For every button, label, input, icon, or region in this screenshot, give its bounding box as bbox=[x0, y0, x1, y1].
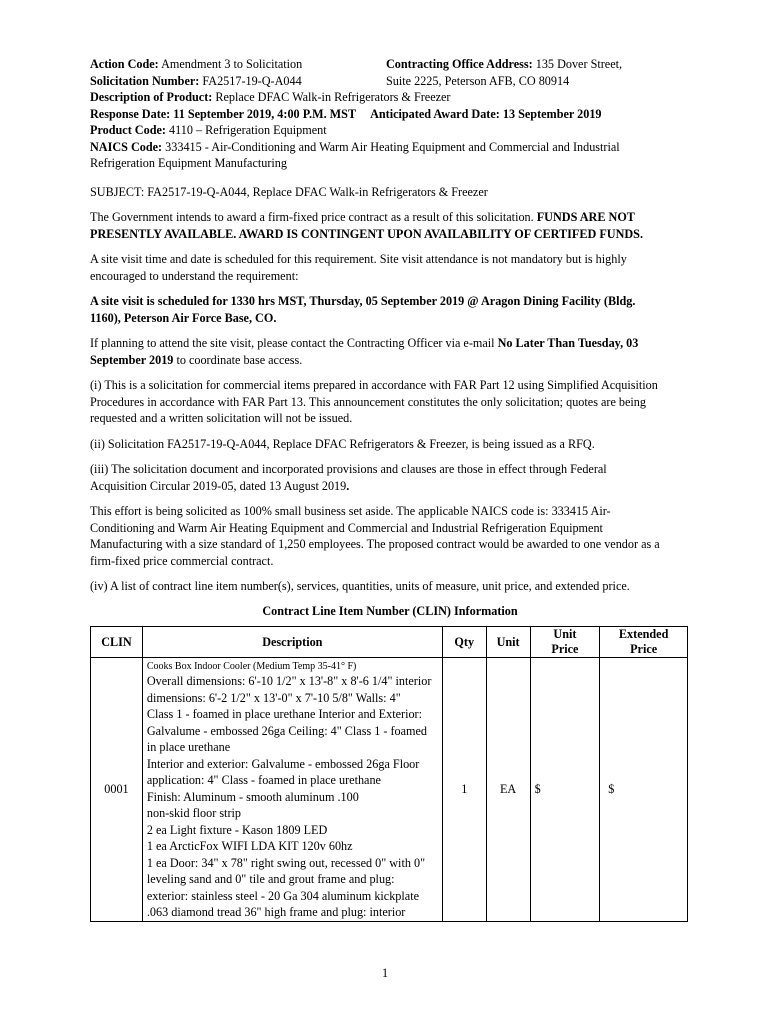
subject-line: SUBJECT: FA2517-19-Q-A044, Replace DFAC Walk-in Refrigerators & Freezer bbox=[90, 184, 488, 199]
description-line: Finish: Aluminum - smooth aluminum .100 bbox=[146, 789, 359, 804]
description-line: exterior: stainless steel - 20 Ga 304 aluminum kickplate bbox=[146, 888, 419, 903]
item-i-paragraph bbox=[90, 377, 690, 427]
table-row bbox=[91, 658, 688, 922]
description-line: 1 ea Door: 34" x 78" right swing out, recessed 0" with 0" bbox=[146, 855, 426, 870]
office-label: Contracting Office Address: bbox=[386, 57, 533, 71]
naics-label: NAICS Code: bbox=[90, 139, 163, 154]
item-i-line-2: Procedures in accordance with FAR Part 13. This announcement constitutes the only solicitation; quotes are being bbox=[90, 394, 646, 409]
solicitation-value: FA2517-19-Q-A044 bbox=[199, 73, 302, 88]
effort-line-1: This effort is being solicited as 100% small business set aside. The applicable NAICS code is: 333415 Air- bbox=[90, 504, 611, 518]
item-iv-paragraph: (iv) A list of contract line item number(s), services, quantities, units of measure, unit price, and extended price. bbox=[90, 579, 630, 593]
description-line: Interior and exterior: Galvalume - embossed 26ga Floor bbox=[146, 756, 420, 771]
solicitation-label: Solicitation Number: bbox=[90, 73, 200, 88]
contact-deadline: No Later Than Tuesday, 03 bbox=[497, 336, 639, 350]
item-i-line-1: (i) This is a solicitation for commercial items prepared in accordance with FAR Part 12 using Simplified Acquisition bbox=[90, 378, 658, 392]
unit-price-header: Unit Price bbox=[530, 627, 600, 658]
effort-line-2: Conditioning and Warm Air Heating Equipment and Commercial and Industrial Refrigeration Equipment bbox=[90, 520, 603, 535]
intent-text: The Government intends to award a firm-fixed price contract as a result of this solicitation. bbox=[90, 210, 537, 224]
product-code-label: Product Code: bbox=[90, 123, 166, 137]
clin-header: CLIN bbox=[91, 627, 143, 658]
description-line: 1 ea ArcticFox WIFI LDA KIT 120v 60hz bbox=[146, 839, 353, 853]
contact-text: If planning to attend the site visit, please contact the Contracting Officer via e-mail bbox=[90, 336, 498, 350]
qty-value: 1 bbox=[442, 658, 486, 922]
office-value: 135 Dover Street, bbox=[532, 57, 623, 71]
naics-value: 333415 - Air-Conditioning and Warm Air Heating Equipment and Commercial and Industrial bbox=[162, 139, 620, 154]
effort-line-4: firm-fixed price commercial contract. bbox=[90, 553, 274, 568]
response-date: Response Date: 11 September 2019, 4:00 P.M. MST bbox=[90, 106, 357, 121]
product-code-value: 4110 – Refrigeration Equipment bbox=[165, 123, 327, 137]
extended-price-value: $ bbox=[600, 658, 688, 922]
item-description bbox=[142, 658, 442, 922]
contact-deadline-2: September 2019 bbox=[90, 352, 174, 367]
description-label: Description of Product: bbox=[90, 90, 213, 104]
effort-line-3: Manufacturing with a size standard of 1,250 employees. The proposed contract would be awarded to one vendor as a bbox=[90, 537, 660, 551]
document-page bbox=[90, 56, 690, 922]
office-value-2: Suite 2225, Peterson AFB, CO 80914 bbox=[386, 73, 570, 88]
description-line: dimensions: 6'-2 1/2" x 13'-0" x 7'-10 5/8" Walls: 4" bbox=[146, 690, 401, 705]
item-i-line-3: requested and a written solicitation will not be issued. bbox=[90, 411, 353, 425]
site-visit-schedule bbox=[90, 293, 690, 326]
description-value: Replace DFAC Walk-in Refrigerators & Freezer bbox=[212, 90, 451, 104]
description-line: leveling sand and 0" tile and grout frame and plug: bbox=[146, 872, 395, 886]
unit-price-value: $ bbox=[530, 658, 600, 922]
item-ii-paragraph: (ii) Solicitation FA2517-19-Q-A044, Replace DFAC Refrigerators & Freezer, is being issued as a RFQ. bbox=[90, 436, 595, 451]
page-number: 1 bbox=[381, 966, 389, 980]
header-block bbox=[90, 56, 690, 172]
unit-header: Unit bbox=[486, 627, 530, 658]
action-code-label: Action Code: bbox=[90, 57, 159, 71]
qty-header: Qty bbox=[442, 627, 486, 658]
intent-bold-2: PRESENTLY AVAILABLE. AWARD IS CONTINGENT UPON AVAILABILITY OF CERTIFED FUNDS. bbox=[90, 226, 643, 241]
description-line: Overall dimensions: 6'-10 1/2" x 13'-8" x 8'-6 1/4" interior bbox=[146, 674, 432, 688]
office-address bbox=[386, 56, 622, 89]
description-line: Galvalume - embossed 26ga Ceiling: 4" Class 1 - foamed bbox=[146, 723, 428, 738]
effort-paragraph bbox=[90, 503, 690, 569]
clin-table bbox=[90, 626, 688, 922]
naics-value-2: Refrigeration Equipment Manufacturing bbox=[90, 156, 287, 170]
description-line: non-skid floor strip bbox=[146, 806, 241, 820]
description-line: Class 1 - foamed in place urethane Interior and Exterior: bbox=[146, 707, 423, 721]
description-line: .063 diamond tread 36" high frame and plug: interior bbox=[146, 905, 406, 919]
action-code-value: Amendment 3 to Solicitation bbox=[158, 57, 303, 71]
site-visit-bold: A site visit is scheduled for 1330 hrs MST, Thursday, 05 September 2019 @ Aragon Dining Facility (Bldg. bbox=[90, 294, 636, 308]
unit-value: EA bbox=[486, 658, 530, 922]
intent-bold: FUNDS ARE NOT bbox=[536, 210, 635, 224]
description-line: 2 ea Light fixture - Kason 1809 LED bbox=[146, 822, 328, 837]
item-iii-line-2: Acquisition Circular 2019-05, dated 13 August 2019 bbox=[90, 478, 347, 493]
item-iii-line-1: (iii) The solicitation document and incorporated provisions and clauses are those in effect through Federal bbox=[90, 462, 607, 476]
site-visit-bold-2: 1160), Peterson Air Force Base, CO. bbox=[90, 310, 277, 325]
clin-title: Contract Line Item Number (CLIN) Information bbox=[262, 603, 518, 618]
intent-paragraph bbox=[90, 209, 690, 242]
extended-price-header: Extended Price bbox=[600, 627, 688, 658]
site-visit-text: A site visit time and date is scheduled for this requirement. Site visit attendance is not mandatory but is highly bbox=[90, 252, 627, 266]
site-visit-text-2: encouraged to understand the requirement: bbox=[90, 268, 299, 283]
award-date: Anticipated Award Date: 13 September 2019 bbox=[370, 106, 602, 121]
description-line: application: 4" Class - foamed in place urethane bbox=[146, 773, 381, 787]
description-summary: Cooks Box Indoor Cooler (Medium Temp 35-41° F) bbox=[146, 661, 357, 672]
clin-number: 0001 bbox=[91, 658, 143, 922]
site-visit-paragraph bbox=[90, 251, 690, 284]
description-line: in place urethane bbox=[146, 740, 231, 754]
description-header: Description bbox=[142, 627, 442, 658]
contact-paragraph bbox=[90, 335, 690, 368]
clin-header-row bbox=[91, 627, 688, 658]
item-iii-paragraph bbox=[90, 461, 690, 494]
item-iii-period: . bbox=[346, 478, 350, 493]
contact-text-2: to coordinate base access. bbox=[173, 352, 303, 367]
